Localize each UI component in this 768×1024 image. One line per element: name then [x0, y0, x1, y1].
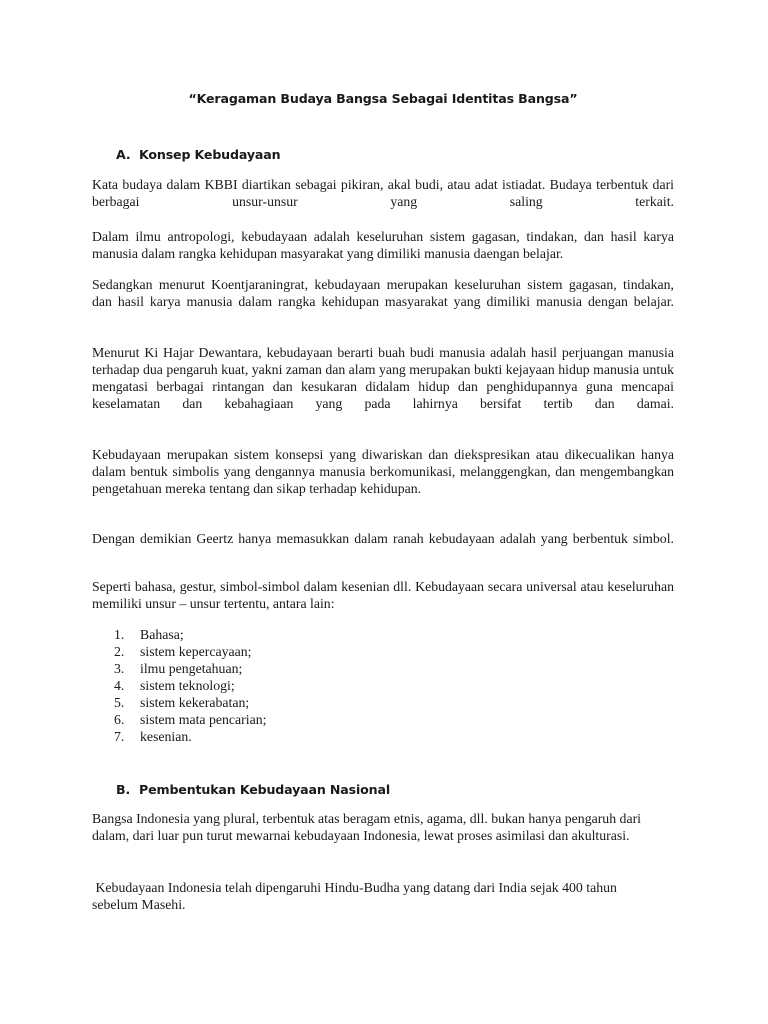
paragraph: Sedangkan menurut Koentjaraningrat, kebudayaan merupakan keseluruhan sistem gagasan, tindakan, dan hasil karya manusia dalam rangka kehidupan masyarakat yang dimiliki manusia dengan belajar. — [92, 277, 674, 309]
list-item-number: 5. — [114, 695, 125, 710]
paragraph: Dengan demikian Geertz hanya memasukkan dalam ranah kebudayaan adalah yang berbentuk simbol. — [92, 531, 674, 546]
list-item-number: 1. — [114, 627, 125, 642]
list-item — [114, 677, 266, 694]
list-item-number: 7. — [114, 729, 125, 744]
section-b-letter: B. — [116, 782, 131, 797]
list-item — [114, 643, 266, 660]
paragraph: Kebudayaan merupakan sistem konsepsi yang diwariskan dan diekspresikan atau dikecualikan hanya dalam bentuk simbolis yang dengannya manusia berkomunikasi, melanggengkan, dan mengembangkan pengetahuan mereka tentang dan sikap terhadap kehidupan. — [92, 447, 674, 496]
paragraph: Dalam ilmu antropologi, kebudayaan adalah keseluruhan sistem gagasan, tindakan, dan hasil karya manusia dalam rangka kehidupan masyarakat yang dimiliki manusia daengan belajar. — [92, 229, 674, 261]
section-b-title: Pembentukan Kebudayaan Nasional — [139, 782, 391, 797]
list-item-number: 6. — [114, 712, 125, 727]
paragraph: Seperti bahasa, gestur, simbol-simbol dalam kesenian dll. Kebudayaan secara universal atau keseluruhan memiliki unsur – unsur tertentu, antara lain: — [92, 579, 674, 611]
document-title: “Keragaman Budaya Bangsa Sebagai Identitas Bangsa” — [188, 91, 578, 106]
list-item — [114, 728, 266, 745]
list-item — [114, 660, 266, 677]
list-item-text: sistem mata pencarian; — [140, 712, 267, 727]
section-a-title: Konsep Kebudayaan — [139, 147, 281, 162]
paragraph: Kebudayaan Indonesia telah dipengaruhi Hindu-Budha yang datang dari India sejak 400 tahun sebelum Masehi. — [92, 880, 621, 912]
list-item — [114, 626, 266, 643]
list-item-text: sistem kekerabatan; — [140, 695, 250, 710]
list-item-text: ilmu pengetahuan; — [140, 661, 243, 676]
list-item — [114, 694, 266, 711]
paragraph: Bangsa Indonesia yang plural, terbentuk atas beragam etnis, agama, dll. bukan hanya pengaruh dari dalam, dari luar pun turut mewarnai kebudayaan Indonesia, lewat proses asimilasi dan akulturasi. — [92, 811, 642, 843]
list-item-text: sistem teknologi; — [140, 678, 235, 693]
list-item-text: sistem kepercayaan; — [140, 644, 252, 659]
culture-elements-list — [114, 626, 266, 745]
section-a-letter: A. — [116, 147, 131, 162]
section-a-heading — [116, 147, 280, 162]
section-b-heading — [116, 782, 390, 797]
list-item-number: 3. — [114, 661, 125, 676]
list-item-text: kesenian. — [140, 729, 192, 744]
list-item-text: Bahasa; — [140, 627, 184, 642]
list-item — [114, 711, 266, 728]
list-item-number: 2. — [114, 644, 125, 659]
list-item-number: 4. — [114, 678, 125, 693]
paragraph: Kata budaya dalam KBBI diartikan sebagai pikiran, akal budi, atau adat istiadat. Budaya terbentuk dari berbagai unsur-unsur yang saling terkait. — [92, 177, 674, 209]
paragraph: Menurut Ki Hajar Dewantara, kebudayaan berarti buah budi manusia adalah hasil perjuangan manusia terhadap dua pengaruh kuat, yakni zaman dan alam yang merupakan bukti kejayaan hidup manusia untuk mengatasi berbagai rintangan dan kesukaran didalam hidup dan penghidupannya guna mencapai keselamatan dan kebahagiaan yang pada lahirnya bersifat tertib dan damai. — [92, 345, 674, 411]
